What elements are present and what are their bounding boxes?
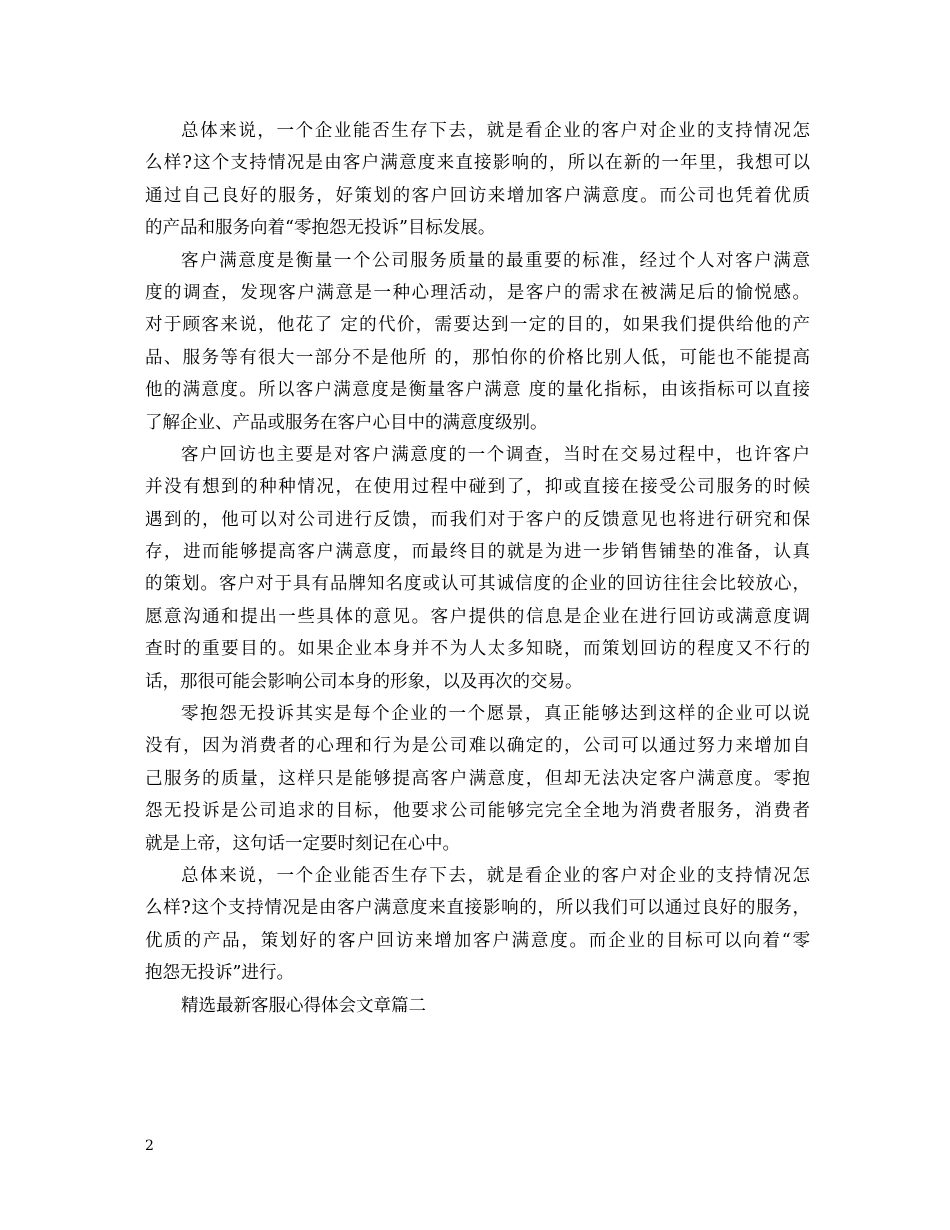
text-line: 品、服务等有很大一部分不是他所 的，那怕你的价格比别人低，可能也不能提高 [145, 347, 810, 368]
text-line: 的策划。客户对于具有品牌知名度或认可其诚信度的企业的回访往往会比较放心， [145, 574, 810, 595]
paragraph [145, 698, 810, 860]
text-line: 了解企业、产品或服务在客户心目中的满意度级别。 [145, 412, 548, 433]
paragraph [145, 439, 810, 698]
text-line: 话，那很可能会影响公司本身的形象，以及再次的交易。 [145, 671, 583, 692]
text-line: 的产品和服务向着“零抱怨无投诉”目标发展。 [145, 218, 496, 239]
text-line: 总体来说，一个企业能否生存下去，就是看企业的客户对企业的支持情况怎 [181, 865, 810, 886]
text-line: 零抱怨无投诉其实是每个企业的一个愿景，真正能够达到这样的企业可以说 [181, 704, 810, 725]
text-line: 抱怨无投诉”进行。 [145, 963, 294, 984]
text-line: 优质的产品，策划好的客户回访来增加客户满意度。而企业的目标可以向着“零 [145, 930, 810, 951]
paragraph [145, 860, 810, 990]
paragraph [145, 990, 810, 1022]
text-line: 己服务的质量，这样只是能够提高客户满意度，但却无法决定客户满意度。零抱 [145, 768, 810, 789]
text-line: 存，进而能够提高客户满意度，而最终目的就是为进一步销售铺垫的准备，认真 [145, 542, 810, 563]
text-line: 怨无投诉是公司追求的目标，他要求公司能够完完全全地为消费者服务，消费者 [145, 801, 810, 822]
page-number: 2 [145, 1138, 154, 1154]
text-line: 总体来说，一个企业能否生存下去，就是看企业的客户对企业的支持情况怎 [181, 121, 810, 141]
paragraph [145, 245, 810, 439]
text-line: 通过自己良好的服务，好策划的客户回访来增加客户满意度。而公司也凭着优质 [145, 185, 810, 206]
text-line: 么样?这个支持情况是由客户满意度来直接影响的，所以我们可以通过良好的服务， [145, 898, 810, 919]
text-line: 客户回访也主要是对客户满意度的一个调查，当时在交易过程中，也许客户 [181, 444, 810, 465]
text-line: 度的调查，发现客户满意是一种心理活动，是客户的需求在被满足后的愉悦感。 [145, 282, 810, 303]
text-line: 查时的重要目的。如果企业本身并不为人太多知晓，而策划回访的程度又不行的 [145, 639, 810, 660]
text-line: 么样?这个支持情况是由客户满意度来直接影响的，所以在新的一年里，我想可以 [145, 153, 810, 174]
body-text [145, 115, 810, 1022]
text-line: 遇到的，他可以对公司进行反馈，而我们对于客户的反馈意见也将进行研究和保 [145, 509, 810, 530]
text-line: 客户满意度是衡量一个公司服务质量的最重要的标准，经过个人对客户满意 [181, 250, 810, 271]
text-line: 愿意沟通和提出一些具体的意见。客户提供的信息是企业在进行回访或满意度调 [145, 606, 810, 627]
text-line: 就是上帝，这句话一定要时刻记在心中。 [145, 833, 460, 854]
text-line: 精选最新客服心得体会文章篇二 [181, 995, 426, 1016]
text-line: 没有，因为消费者的心理和行为是公司难以确定的，公司可以通过努力来增加自 [145, 736, 810, 757]
text-line: 并没有想到的种种情况，在使用过程中碰到了，抑或直接在接受公司服务的时候 [145, 477, 810, 498]
text-line: 对于顾客来说，他花了 定的代价，需要达到一定的目的，如果我们提供给他的产 [145, 315, 810, 336]
text-line: 他的满意度。所以客户满意度是衡量客户满意 度的量化指标，由该指标可以直接 [145, 380, 810, 401]
paragraph [145, 115, 810, 245]
